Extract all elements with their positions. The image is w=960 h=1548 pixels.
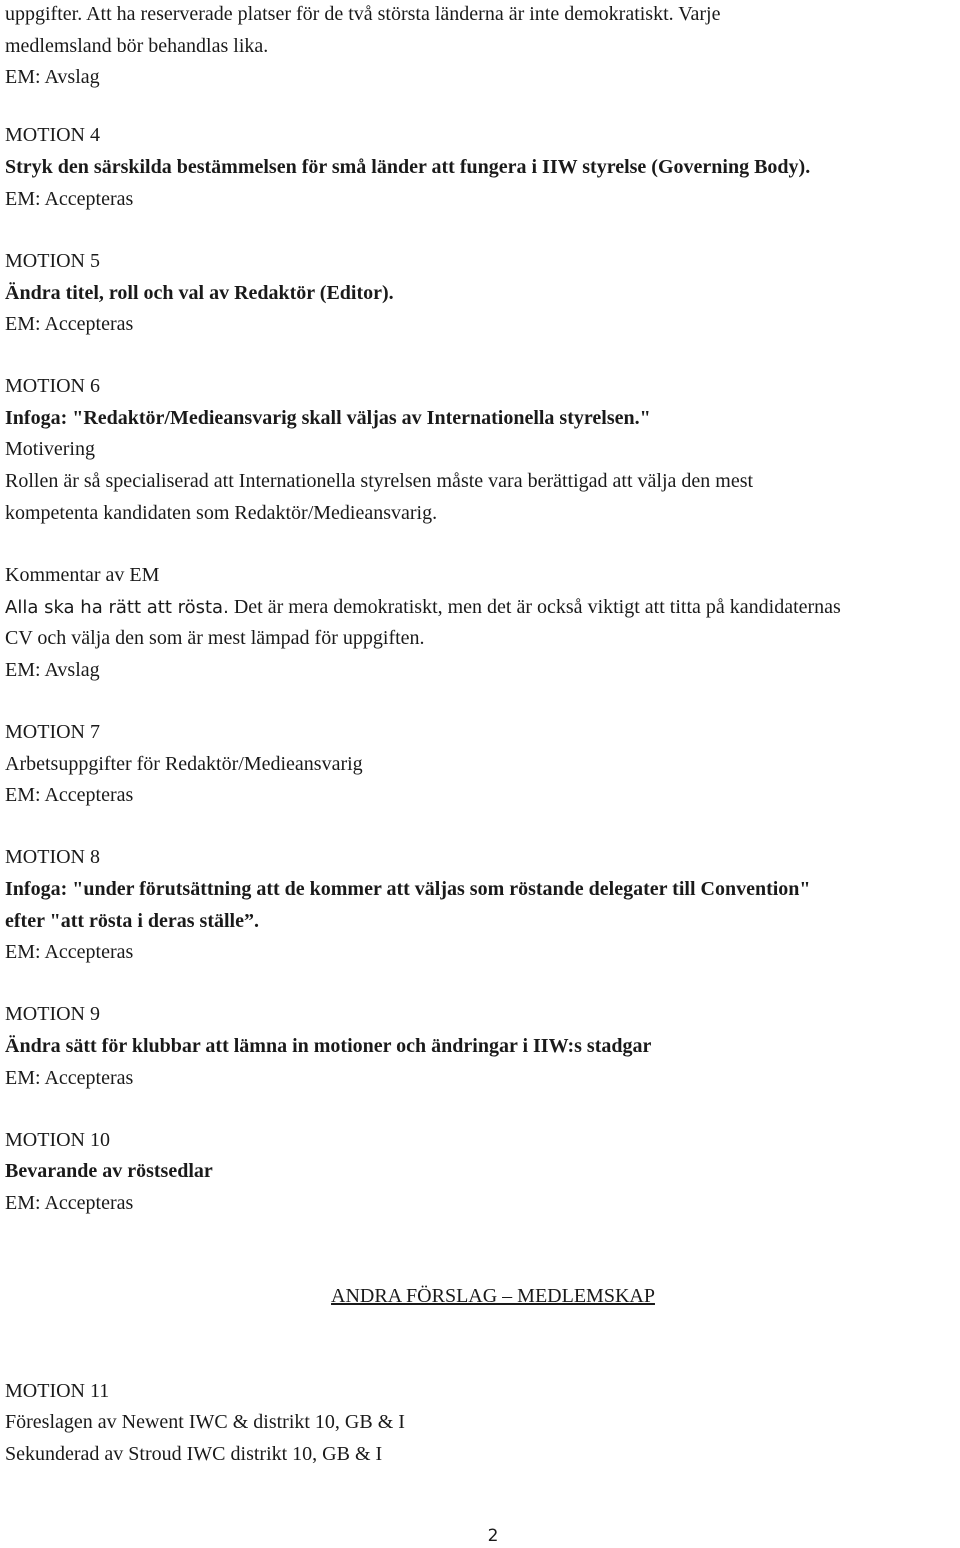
section-title: ANDRA FÖRSLAG – MEDLEMSKAP	[331, 1285, 655, 1307]
motion-6-heading: MOTION 6	[5, 375, 100, 397]
motion-11-line-2: Sekunderad av Stroud IWC distrikt 10, GB & I	[5, 1443, 383, 1465]
motion-6-comment-label: Kommentar av EM	[5, 564, 160, 586]
motion-8-text-line-1: Infoga: "under förutsättning att de kommer att väljas som röstande delegater till Convention"	[5, 878, 811, 900]
motion-8-text-line-2: efter "att rösta i deras ställe”.	[5, 910, 259, 932]
motion-9-verdict: EM: Accepteras	[5, 1067, 134, 1089]
motion-10-verdict: EM: Accepteras	[5, 1192, 134, 1214]
page-number: 2	[487, 1526, 499, 1546]
motion-10-heading: MOTION 10	[5, 1129, 110, 1151]
motion-11-heading: MOTION 11	[5, 1380, 110, 1402]
motion-5-text: Ändra titel, roll och val av Redaktör (Editor).	[5, 282, 394, 304]
motion-6-motivation-line-1: Rollen är så specialiserad att Internationella styrelsen måste vara berättigad att välja den mest	[5, 470, 754, 492]
motion-7-heading: MOTION 7	[5, 721, 100, 743]
motion-5-heading: MOTION 5	[5, 250, 100, 272]
intro-line-2: medlemsland bör behandlas lika.	[5, 35, 269, 57]
motion-8-verdict: EM: Accepteras	[5, 941, 134, 963]
motion-6-verdict: EM: Avslag	[5, 659, 100, 681]
motion-6-motivation-line-2: kompetenta kandidaten som Redaktör/Medieansvarig.	[5, 502, 438, 524]
motion-9-text: Ändra sätt för klubbar att lämna in motioner och ändringar i IIW:s stadgar	[5, 1035, 652, 1057]
motion-6-comment-serif-part: Det är mera demokratiskt, men det är också viktigt att titta på kandidaternas	[228, 596, 841, 618]
motion-7-text: Arbetsuppgifter för Redaktör/Medieansvarig	[5, 753, 363, 775]
motion-4-verdict: EM: Accepteras	[5, 188, 134, 210]
motion-6-comment-line-2: CV och välja den som är mest lämpad för uppgiften.	[5, 627, 425, 649]
motion-9-heading: MOTION 9	[5, 1003, 100, 1025]
motion-6-motivation-label: Motivering	[5, 438, 95, 460]
motion-11-line-1: Föreslagen av Newent IWC & distrikt 10, GB & I	[5, 1411, 405, 1433]
motion-4-heading: MOTION 4	[5, 124, 100, 146]
intro-line-1: uppgifter. Att ha reserverade platser för de två största länderna är inte demokratiskt. Varje	[5, 3, 721, 25]
intro-verdict: EM: Avslag	[5, 66, 100, 88]
motion-6-comment-line-1	[5, 595, 841, 620]
motion-7-verdict: EM: Accepteras	[5, 784, 134, 806]
motion-4-text: Stryk den särskilda bestämmelsen för små länder att fungera i IIW styrelse (Governing Body).	[5, 156, 811, 178]
motion-10-text: Bevarande av röstsedlar	[5, 1160, 213, 1182]
motion-6-text: Infoga: "Redaktör/Medieansvarig skall väljas av Internationella styrelsen."	[5, 407, 651, 429]
motion-6-comment-sans-part: Alla ska ha rätt att rösta.	[5, 597, 229, 618]
motion-5-verdict: EM: Accepteras	[5, 313, 134, 335]
motion-8-heading: MOTION 8	[5, 846, 100, 868]
